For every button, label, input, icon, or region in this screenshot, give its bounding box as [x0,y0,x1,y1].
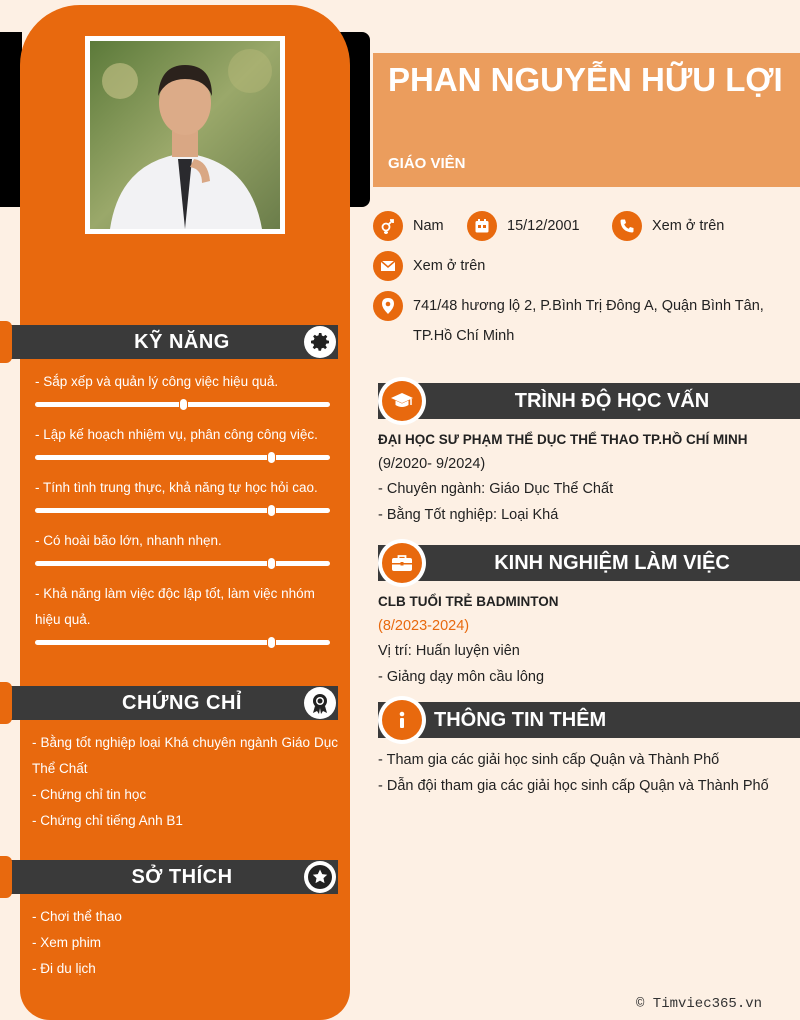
certificates-title: CHỨNG CHỈ [122,692,242,714]
additional-item: - Dẫn đội tham gia các giải học sinh cấp Quận và Thành Phố [378,778,769,794]
skill-bar [35,561,330,566]
certificates-header [0,686,338,720]
certificate-item: - Bằng tốt nghiệp loại Khá chuyên ngành Giáo Dục Thể Chất [32,735,338,776]
skill-bar [35,455,330,460]
skill-item: - Lập kế hoạch nhiệm vụ, phân công công việc. [35,427,318,442]
education-degree: - Bằng Tốt nghiệp: Loại Khá [378,507,559,523]
skill-level-marker [180,399,187,410]
skill-level-marker [268,637,275,648]
header-notch [0,856,12,898]
address-line1: 741/48 hương lộ 2, P.Bình Trị Đông A, Quận Bình Tân, [413,298,764,314]
experience-org: CLB TUỔI TRẺ BADMINTON [378,594,559,609]
skill-level-marker [268,452,275,463]
icon-ring [378,377,426,425]
icon-ring [378,539,426,587]
skill-item: - Có hoài bão lớn, nhanh nhẹn. [35,533,222,548]
star-icon [304,861,336,893]
hobbies-title: SỞ THÍCH [131,866,233,888]
watermark: © Timviec365.vn [636,996,763,1012]
name-banner [373,53,800,187]
hobby-item: - Chơi thể thao [32,909,122,924]
address-line2: TP.Hồ Chí Minh [413,328,515,344]
gender-icon [373,211,403,241]
location-icon [373,291,403,321]
hobbies-header [0,860,338,894]
hobby-item: - Đi du lịch [32,961,96,976]
additional-title: THÔNG TIN THÊM [434,709,607,731]
skill-bar [35,402,330,407]
icon-ring [378,696,426,744]
hobby-item: - Xem phim [32,935,102,950]
skill-item: - Tính tình trung thực, khả năng tự học hỏi cao. [35,480,318,495]
email-icon [373,251,403,281]
phone-value: Xem ở trên [652,218,725,234]
skills-title: KỸ NĂNG [134,331,230,353]
skill-level-marker [268,505,275,516]
header-notch [0,682,12,724]
skill-bar [35,640,330,645]
profile-photo [85,36,285,234]
education-period: (9/2020- 9/2024) [378,456,486,472]
education-header [378,383,800,419]
header-notch [0,321,12,363]
experience-period: (8/2023-2024) [378,618,470,634]
email-value: Xem ở trên [413,258,486,274]
certificate-item: - Chứng chỉ tiếng Anh B1 [32,813,183,828]
phone-icon [612,211,642,241]
additional-item: - Tham gia các giải học sinh cấp Quận và Thành Phố [378,752,720,768]
education-major: - Chuyên ngành: Giáo Dục Thể Chất [378,481,614,497]
education-title: TRÌNH ĐỘ HỌC VẤN [514,390,710,412]
skill-item: - Sắp xếp và quản lý công việc hiệu quả. [35,374,279,389]
briefcase-icon [382,543,422,583]
experience-header [378,545,800,581]
full-name: PHAN NGUYỄN HỮU LỢI [388,61,783,98]
school-name: ĐẠI HỌC SƯ PHẠM THỂ DỤC THỂ THAO TP.HỒ CHÍ MINH [378,432,748,447]
calendar-icon [467,211,497,241]
experience-title: KINH NGHIỆM LÀM VIỆC [494,552,730,574]
award-icon [304,687,336,719]
job-title: GIÁO VIÊN [388,155,466,172]
skills-header [0,325,338,359]
additional-header [378,702,800,738]
certificate-item: - Chứng chỉ tin học [32,787,147,802]
info-icon [382,700,422,740]
skill-level-marker [268,558,275,569]
graduation-cap-icon [382,381,422,421]
experience-position: Vị trí: Huấn luyện viên [378,643,520,659]
experience-duty: - Giảng dạy môn cầu lông [378,669,545,685]
skill-bar [35,508,330,513]
gear-icon [304,326,336,358]
gender-value: Nam [413,218,444,234]
skill-item: - Khả năng làm việc độc lập tốt, làm việc nhóm hiệu quả. [35,586,315,627]
birthdate-value: 15/12/2001 [507,218,580,234]
decor-tab-left [0,32,22,207]
